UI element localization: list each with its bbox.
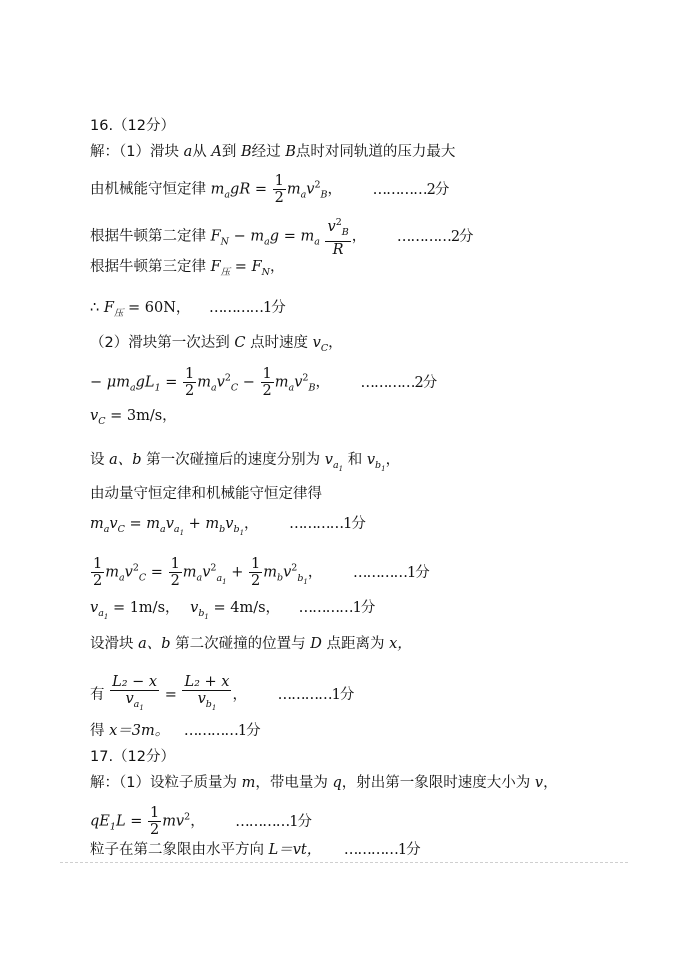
text: 有 <box>90 687 105 703</box>
solution-16-line-5 <box>90 299 285 323</box>
sub: a <box>160 524 166 535</box>
var: v <box>216 374 225 391</box>
value: = 1m/s， <box>112 600 180 616</box>
text: 解：（1）滑块 <box>90 144 179 160</box>
var: μ <box>106 374 117 391</box>
den <box>110 691 159 716</box>
sup: 2 <box>210 562 217 574</box>
var: v <box>90 408 99 424</box>
sub: a <box>129 382 136 394</box>
sub <box>375 460 386 471</box>
solution-17-line-3 <box>90 841 420 859</box>
var-C: C <box>234 335 246 351</box>
op: = <box>234 259 247 275</box>
num: 1 <box>170 556 180 572</box>
solution-16-line-7 <box>90 366 436 399</box>
den: 2 <box>170 573 180 589</box>
var-B: B <box>285 144 296 160</box>
op: + <box>231 564 244 581</box>
op: = <box>283 228 296 245</box>
subsub: 1 <box>211 704 217 712</box>
fraction-half <box>91 556 104 589</box>
subsub: 1 <box>179 529 185 537</box>
sub <box>216 573 226 584</box>
solution-16-line-3 <box>90 215 473 258</box>
num <box>325 215 350 242</box>
solution-16-line-16 <box>90 722 260 740</box>
subsub: 1 <box>239 529 245 537</box>
fraction-vb2-R <box>325 215 350 258</box>
score-mark: …………1分 <box>209 300 285 316</box>
var: v <box>294 374 303 391</box>
sub: a <box>314 236 320 248</box>
sub: C <box>320 343 329 354</box>
var-ab: a、b <box>138 636 171 652</box>
text: 得 <box>90 723 105 739</box>
value: = 4m/s， <box>213 600 281 616</box>
sub <box>198 608 209 619</box>
sub: 压 <box>220 267 231 278</box>
sub: C <box>117 524 125 535</box>
var: m <box>197 374 211 391</box>
comma: ， <box>307 564 323 581</box>
solution-16-line-1 <box>90 143 455 161</box>
num: 1 <box>262 366 272 382</box>
den: 2 <box>149 822 160 838</box>
fraction-half <box>169 556 182 589</box>
var-a: a <box>183 144 193 160</box>
sub: N <box>261 267 270 278</box>
sub: a <box>300 189 307 201</box>
var: gR <box>230 181 251 198</box>
score-mark: …………1分 <box>343 842 420 858</box>
text: 由动量守恒定律和机械能守恒定律得 <box>90 486 322 502</box>
var: v <box>90 600 99 616</box>
score-mark: …………2分 <box>372 181 449 198</box>
sub <box>233 524 244 535</box>
sub: a <box>210 382 217 394</box>
var-ab: a、b <box>109 452 142 468</box>
sub-letter: a <box>173 524 180 535</box>
var: v <box>324 452 333 468</box>
num: 1 <box>93 556 103 572</box>
value: = 60N， <box>128 300 191 316</box>
score-mark: …………1分 <box>277 687 354 703</box>
sup: 2 <box>291 562 298 574</box>
sub-letter: a <box>133 699 140 710</box>
text: 点距离为 <box>326 636 385 652</box>
text: ，带电量为 <box>255 775 328 791</box>
var: m <box>263 564 277 581</box>
num: 1 <box>149 805 160 821</box>
score-mark: …………2分 <box>360 374 437 391</box>
sub: N <box>220 236 229 248</box>
var: F <box>210 228 221 245</box>
var: F <box>103 300 114 316</box>
var-x: x， <box>389 636 412 652</box>
sub: b <box>219 524 226 535</box>
subsub: 1 <box>139 704 144 712</box>
var-A: A <box>211 144 222 160</box>
text: 从 <box>192 144 207 160</box>
text: ，射出第一象限时速度大小为 <box>341 775 531 791</box>
op: = <box>164 687 177 703</box>
var: mv <box>162 813 185 830</box>
var: m <box>182 564 197 581</box>
sub-letter: a <box>332 460 339 471</box>
subsub: 1 <box>303 577 308 586</box>
sub-letter: b <box>375 460 382 471</box>
var: E <box>99 813 110 830</box>
text: 点时速度 <box>250 335 309 351</box>
var: v <box>312 335 321 351</box>
equation: L＝vt， <box>268 842 322 858</box>
sub-letter: b <box>297 572 304 584</box>
sub <box>297 573 308 584</box>
text: 粒子在第二象限由水平方向 <box>90 842 264 858</box>
score-mark: …………1分 <box>352 564 429 581</box>
therefore-symbol: ∴ <box>90 300 100 316</box>
fraction-half <box>148 805 161 838</box>
text: 由机械能守恒定律 <box>90 181 206 198</box>
num: 1 <box>274 173 284 189</box>
sup: 2 <box>335 217 342 228</box>
sub-letter: b <box>205 699 212 710</box>
sub <box>174 524 184 535</box>
op: − <box>242 374 255 391</box>
den: 2 <box>262 383 272 399</box>
text: ， <box>543 775 558 791</box>
op: − <box>90 374 103 391</box>
fraction-half <box>183 366 196 399</box>
sub: a <box>288 382 295 394</box>
subsub: 1 <box>381 465 386 473</box>
subsub: 1 <box>338 465 344 473</box>
num: L₂ + x <box>184 674 230 690</box>
var: v <box>190 600 199 616</box>
fraction-half <box>261 366 274 399</box>
solution-16-line-9 <box>90 451 400 478</box>
solution-16-line-14 <box>90 635 412 653</box>
sub: a <box>196 572 203 584</box>
comma: ， <box>269 259 285 275</box>
comma: ， <box>190 813 205 830</box>
den: 2 <box>184 383 195 399</box>
solution-16-line-2 <box>90 173 448 206</box>
problem-16-title-text: 16.（12分） <box>90 118 176 134</box>
var-v: v <box>534 775 544 791</box>
text: 根据牛顿第二定律 <box>90 228 206 245</box>
solution-16-line-15 <box>90 674 353 716</box>
comma: ， <box>232 687 247 703</box>
text: 和 <box>347 452 363 468</box>
text: 到 <box>221 144 237 160</box>
sub: a <box>118 572 125 584</box>
var: v <box>283 564 292 581</box>
text: 设滑块 <box>90 636 134 652</box>
subsub: 1 <box>103 613 109 621</box>
comma: ， <box>328 335 343 351</box>
var: v <box>124 564 133 581</box>
problem-17-title <box>90 748 175 766</box>
score-mark: …………1分 <box>183 723 260 739</box>
comma: ， <box>327 181 342 198</box>
solution-16-line-13 <box>90 599 374 626</box>
sub: B <box>320 189 328 201</box>
text: 根据牛顿第三定律 <box>90 259 206 275</box>
var-B: B <box>240 144 252 160</box>
sub <box>134 699 144 710</box>
var: m <box>286 181 301 198</box>
value: x＝3m。 <box>109 723 170 739</box>
den <box>182 691 231 716</box>
var: m <box>250 228 265 245</box>
sub: B <box>308 382 316 394</box>
sub: C <box>230 382 239 394</box>
op: = <box>130 813 143 830</box>
var: v <box>202 564 211 581</box>
num: 1 <box>184 366 195 382</box>
text: （2）滑块第一次达到 <box>90 335 230 351</box>
solution-16-line-6 <box>90 334 343 358</box>
text: 解：（1）设粒子质量为 <box>90 775 237 791</box>
sub: 1 <box>109 821 116 833</box>
fraction-half <box>249 556 262 589</box>
var: F <box>251 259 262 275</box>
sub: a <box>103 524 110 535</box>
fraction-L2-minus-x <box>110 674 159 716</box>
var-m: m <box>241 775 256 791</box>
op: = <box>129 516 142 532</box>
score-mark: …………1分 <box>298 600 375 616</box>
solution-16-line-12 <box>90 556 429 591</box>
sub-letter: a <box>216 572 223 584</box>
var: m <box>274 374 289 391</box>
var: v <box>109 516 118 532</box>
op: = <box>254 181 267 198</box>
sub-letter: b <box>233 524 240 535</box>
value: = 3m/s， <box>110 408 177 424</box>
var: m <box>300 228 315 245</box>
sub-letter: a <box>98 608 104 619</box>
page-footer-divider <box>60 862 628 863</box>
num: 1 <box>250 556 261 572</box>
text: 点时对同轨道的压力最大 <box>295 144 456 160</box>
sub: a <box>224 189 231 201</box>
solution-17-line-1 <box>90 774 558 792</box>
sup: 2 <box>184 811 191 823</box>
sub <box>98 608 108 619</box>
sup: 2 <box>302 372 309 384</box>
op: − <box>233 228 246 245</box>
subsub: 1 <box>222 577 227 586</box>
var: v <box>366 452 376 468</box>
sup: 2 <box>224 372 231 384</box>
comma: ， <box>244 516 259 532</box>
score-mark: …………1分 <box>235 813 312 830</box>
var-D: D <box>310 636 322 652</box>
fraction-half <box>273 173 286 206</box>
solution-16-line-8 <box>90 407 177 431</box>
den: 2 <box>274 190 284 206</box>
var: v <box>125 691 134 707</box>
text: 第一次碰撞后的速度分别为 <box>146 452 321 468</box>
den: R <box>332 242 344 258</box>
sub: b <box>276 572 284 584</box>
den: 2 <box>250 573 261 589</box>
var: m <box>146 516 161 532</box>
solution-16-line-4 <box>90 258 284 282</box>
text: 设 <box>90 452 105 468</box>
solution-17-line-2 <box>90 805 311 838</box>
sub: 压 <box>113 308 124 319</box>
var: v <box>225 516 234 532</box>
var: L <box>115 813 126 830</box>
var-q: q <box>332 775 342 791</box>
fraction-L2-plus-x <box>182 674 231 716</box>
sub: C <box>138 572 147 584</box>
comma: ， <box>315 374 330 391</box>
sup: 2 <box>314 179 321 191</box>
score-mark: …………2分 <box>396 228 473 245</box>
solution-16-line-11 <box>90 515 365 542</box>
sub: C <box>98 416 106 427</box>
var: m <box>205 516 220 532</box>
sub <box>333 460 343 471</box>
var: L <box>144 374 155 391</box>
var: v <box>306 181 315 198</box>
var: m <box>116 374 130 391</box>
var: m <box>90 516 104 532</box>
var: v <box>197 691 206 707</box>
comma: ， <box>385 452 401 468</box>
var: v <box>165 516 174 532</box>
sub <box>206 699 217 710</box>
num: L₂ − x <box>112 674 158 690</box>
text: 第二次碰撞的位置与 <box>175 636 306 652</box>
comma: ， <box>351 228 367 245</box>
sub: a <box>264 236 270 248</box>
var: F <box>210 259 221 275</box>
var: m <box>210 181 225 198</box>
sub-letter: b <box>198 608 205 619</box>
sup: 2 <box>132 562 139 574</box>
var: g <box>135 374 145 391</box>
problem-17-title-text: 17.（12分） <box>90 749 176 765</box>
den: 2 <box>93 573 103 589</box>
sub: 1 <box>154 382 161 394</box>
solution-16-line-10 <box>90 485 322 503</box>
sub: B <box>341 227 349 238</box>
var: q <box>90 813 100 830</box>
var: m <box>105 564 119 581</box>
var: g <box>269 228 280 245</box>
subsub: 1 <box>204 613 209 621</box>
score-mark: …………1分 <box>289 516 365 532</box>
problem-16-title <box>90 117 175 135</box>
op: = <box>150 564 163 581</box>
text: 经过 <box>251 144 281 160</box>
op: = <box>165 374 178 391</box>
op: + <box>188 516 201 532</box>
var: v <box>327 219 336 235</box>
